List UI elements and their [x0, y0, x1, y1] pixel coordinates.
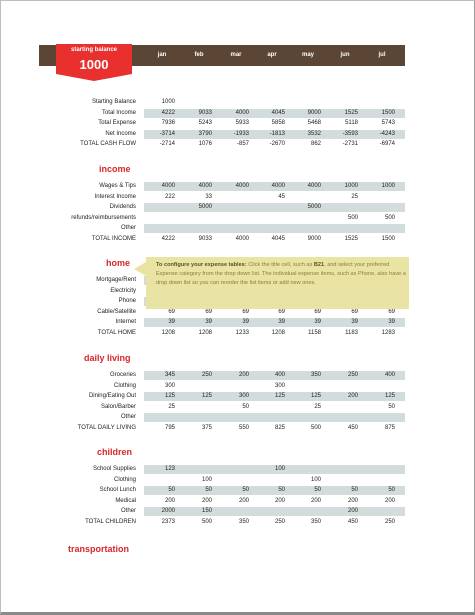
row-label: Medical — [115, 497, 136, 504]
value-cell[interactable]: 3790 — [198, 130, 212, 137]
value-cell[interactable]: 400 — [274, 372, 285, 378]
value-cell[interactable]: 39 — [242, 319, 249, 325]
table-row — [1, 203, 474, 212]
value-cell[interactable]: 1208 — [271, 329, 285, 336]
value-cell[interactable]: 200 — [347, 497, 358, 504]
value-cell[interactable]: 4045 — [271, 109, 285, 116]
row-label: School Supplies — [92, 466, 136, 472]
tooltip-heading: To configure your expense tables: — [156, 262, 247, 268]
value-cell[interactable]: 2000 — [161, 508, 175, 514]
value-cell[interactable]: 125 — [201, 393, 212, 399]
value-cell[interactable]: 50 — [242, 403, 249, 410]
value-cell[interactable]: 300 — [274, 382, 285, 389]
row-label: Other — [120, 508, 136, 514]
row-label: Total Income — [101, 109, 136, 116]
value-cell[interactable]: 350 — [310, 518, 321, 525]
section-title-home[interactable]: home — [106, 258, 131, 268]
value-cell[interactable]: 825 — [274, 424, 285, 431]
value-cell[interactable]: 4000 — [235, 235, 249, 242]
value-cell[interactable]: 125 — [164, 393, 175, 399]
value-cell[interactable]: 4222 — [161, 109, 175, 116]
value-cell[interactable]: -1933 — [233, 130, 249, 137]
table-row — [1, 476, 474, 485]
value-cell[interactable]: 50 — [242, 487, 249, 493]
row-label: Groceries — [109, 372, 136, 378]
value-cell[interactable]: 39 — [168, 319, 175, 325]
value-cell[interactable]: 69 — [351, 308, 358, 315]
value-cell[interactable]: 4000 — [198, 183, 212, 189]
value-cell[interactable]: 25 — [314, 403, 321, 410]
row-label: Mortgage/Rent — [96, 277, 136, 283]
value-cell[interactable]: 200 — [238, 497, 249, 504]
value-cell[interactable]: -2714 — [159, 141, 175, 147]
value-cell[interactable]: -4243 — [379, 130, 395, 137]
table-row — [1, 193, 474, 202]
value-cell[interactable]: 5243 — [198, 120, 212, 126]
value-cell[interactable]: 69 — [205, 308, 212, 315]
row-label: Dividends — [109, 204, 136, 210]
value-cell[interactable]: -3593 — [342, 130, 358, 137]
table-row — [1, 403, 474, 412]
table-row — [1, 371, 474, 380]
table-row — [1, 235, 474, 244]
table-row — [1, 140, 474, 149]
value-cell[interactable]: 500 — [347, 214, 358, 221]
tooltip-body-2: , and select your preferred Expense category from the drop down list. The individual expense items, such as Phone, also have a drop down list so you can reorder the list items or add new ones. — [156, 262, 406, 286]
value-cell[interactable]: 5743 — [381, 120, 395, 126]
value-cell[interactable]: 450 — [347, 518, 358, 525]
value-cell[interactable]: 250 — [384, 518, 395, 525]
value-cell[interactable]: 1208 — [198, 329, 212, 336]
section-title-transportation[interactable]: transportation — [68, 544, 130, 554]
tooltip-cell-ref: B21 — [313, 262, 325, 268]
value-cell[interactable]: 33 — [205, 193, 212, 200]
value-cell[interactable]: 250 — [274, 518, 285, 525]
value-cell[interactable]: 1183 — [345, 329, 358, 336]
table-row — [1, 119, 474, 128]
value-cell[interactable]: 39 — [278, 319, 285, 325]
value-cell[interactable]: -2731 — [342, 141, 358, 147]
value-cell[interactable]: 4000 — [235, 183, 249, 189]
value-cell[interactable]: 862 — [310, 141, 321, 147]
value-cell[interactable]: 1076 — [198, 141, 212, 147]
row-label: TOTAL CHILDREN — [85, 518, 136, 525]
value-cell[interactable]: 4222 — [161, 235, 175, 242]
row-label: Clothing — [113, 382, 136, 389]
month-header-5: jun — [340, 52, 350, 58]
value-cell[interactable]: 125 — [274, 393, 285, 399]
row-label: Salon/Barber — [100, 403, 136, 410]
value-cell[interactable]: 9033 — [198, 235, 212, 242]
value-cell[interactable]: 4000 — [271, 183, 285, 189]
month-header-3: apr — [267, 52, 277, 58]
value-cell[interactable]: 250 — [201, 372, 212, 378]
row-label: Cable/Satellite — [97, 308, 136, 315]
value-cell[interactable]: 200 — [347, 393, 358, 399]
value-cell[interactable]: 100 — [201, 476, 212, 483]
value-cell[interactable]: 200 — [384, 497, 395, 504]
table-row — [1, 507, 474, 516]
starting-balance-value[interactable]: 1000 — [79, 57, 109, 72]
value-cell[interactable]: 5118 — [345, 120, 358, 126]
row-label: Electricity — [110, 287, 136, 294]
row-label: Internet — [115, 319, 136, 325]
table-row — [1, 182, 474, 191]
value-cell[interactable]: 69 — [278, 308, 285, 315]
value-cell[interactable]: 1525 — [344, 109, 358, 116]
row-label: Wages & Tips — [99, 183, 136, 189]
value-cell[interactable]: 9033 — [198, 109, 212, 116]
value-cell[interactable]: 69 — [388, 308, 395, 315]
table-row — [1, 382, 474, 391]
month-header-0: jan — [157, 52, 167, 58]
table-row — [1, 329, 474, 338]
value-cell[interactable]: 300 — [164, 382, 175, 389]
value-cell[interactable]: 1208 — [161, 329, 175, 336]
value-cell[interactable]: 100 — [310, 476, 321, 483]
row-band — [144, 413, 405, 422]
value-cell[interactable]: 200 — [274, 497, 285, 504]
table-row — [1, 497, 474, 506]
value-cell[interactable]: 550 — [238, 424, 249, 431]
value-cell[interactable]: 200 — [238, 372, 249, 378]
value-cell[interactable]: -1813 — [269, 130, 285, 137]
value-cell[interactable]: 5933 — [235, 120, 249, 126]
table-row — [1, 413, 474, 422]
value-cell[interactable]: 222 — [164, 193, 175, 200]
value-cell[interactable]: 50 — [388, 487, 395, 493]
value-cell[interactable]: 9000 — [307, 235, 321, 242]
value-cell[interactable]: 345 — [164, 372, 175, 378]
row-label: Net Income — [105, 130, 136, 137]
value-cell[interactable]: -2670 — [269, 141, 285, 147]
month-header-2: mar — [230, 52, 242, 58]
value-cell[interactable]: -857 — [236, 141, 249, 147]
value-cell[interactable]: 125 — [384, 393, 395, 399]
value-cell[interactable]: -3714 — [159, 130, 175, 137]
row-label: TOTAL HOME — [97, 329, 136, 336]
row-label: TOTAL CASH FLOW — [80, 141, 136, 147]
value-cell[interactable]: 25 — [351, 193, 358, 200]
value-cell[interactable]: 50 — [314, 487, 321, 493]
value-cell[interactable]: 45 — [278, 193, 285, 200]
tooltip-body-1: Click the title cell, such as — [246, 262, 314, 268]
value-cell[interactable]: 39 — [388, 319, 395, 325]
row-label: Total Expense — [98, 120, 136, 126]
row-label: Other — [120, 414, 136, 420]
value-cell[interactable]: 9000 — [307, 109, 321, 116]
value-cell[interactable]: 1000 — [381, 183, 395, 189]
config-tooltip-text — [156, 261, 406, 288]
value-cell[interactable]: 500 — [310, 424, 321, 431]
badge-ribbon-tip — [56, 74, 132, 81]
value-cell[interactable]: 50 — [388, 403, 395, 410]
table-row — [1, 109, 474, 118]
value-cell[interactable]: 400 — [384, 372, 395, 378]
value-cell[interactable]: 50 — [278, 487, 285, 493]
table-row — [1, 130, 474, 139]
value-cell[interactable]: 2373 — [161, 518, 175, 525]
table-row — [1, 392, 474, 401]
row-label: School Lunch — [99, 487, 136, 493]
value-cell[interactable]: 1158 — [308, 329, 321, 336]
value-cell[interactable]: 450 — [347, 424, 358, 431]
row-label: TOTAL INCOME — [91, 235, 136, 242]
table-row — [1, 465, 474, 474]
value-cell[interactable]: 200 — [347, 508, 358, 514]
value-cell[interactable]: 1500 — [381, 235, 395, 242]
value-cell[interactable]: 1283 — [381, 329, 395, 336]
value-cell[interactable]: -6974 — [379, 141, 395, 147]
value-cell[interactable]: 4045 — [271, 235, 285, 242]
starting-balance-label: starting balance — [70, 47, 117, 53]
value-cell[interactable]: 123 — [164, 466, 175, 472]
value-cell[interactable]: 39 — [351, 319, 358, 325]
value-cell[interactable]: 4000 — [307, 183, 321, 189]
value-cell[interactable]: 5858 — [271, 120, 285, 126]
row-band — [144, 224, 405, 233]
table-row — [1, 214, 474, 223]
value-cell[interactable]: 375 — [201, 424, 212, 431]
value-cell[interactable]: 69 — [314, 308, 321, 315]
value-cell[interactable]: 150 — [201, 508, 212, 514]
value-cell[interactable]: 5000 — [307, 204, 321, 210]
value-cell[interactable]: 1000 — [344, 183, 358, 189]
value-cell[interactable]: 69 — [242, 308, 249, 315]
value-cell[interactable]: 100 — [274, 466, 285, 472]
value-cell[interactable]: 125 — [310, 393, 321, 399]
row-label: Dining/Eating Out — [88, 393, 136, 399]
row-label: refunds/reimbursements — [71, 214, 136, 221]
section-title-children[interactable]: children — [97, 447, 133, 457]
section-title-daily[interactable]: daily living — [84, 353, 131, 363]
month-header-1: feb — [194, 52, 204, 58]
table-row — [1, 318, 474, 327]
month-header-6: jul — [378, 52, 386, 58]
value-cell[interactable]: 350 — [238, 518, 249, 525]
value-cell[interactable]: 50 — [205, 487, 212, 493]
value-cell[interactable]: 500 — [201, 518, 212, 525]
value-cell[interactable]: 1233 — [235, 329, 249, 336]
month-header-4: may — [301, 52, 314, 58]
row-label: Clothing — [113, 476, 136, 483]
row-label: TOTAL DAILY LIVING — [77, 424, 136, 431]
value-cell[interactable]: 7936 — [161, 120, 175, 126]
value-cell[interactable]: 1500 — [381, 109, 395, 116]
value-cell[interactable]: 39 — [205, 319, 212, 325]
table-row — [1, 424, 474, 433]
value-cell[interactable]: 1000 — [161, 99, 175, 105]
value-cell[interactable]: 200 — [201, 497, 212, 504]
value-cell[interactable]: 350 — [310, 372, 321, 378]
value-cell[interactable]: 200 — [310, 497, 321, 504]
value-cell[interactable]: 4000 — [161, 183, 175, 189]
value-cell[interactable]: 200 — [164, 497, 175, 504]
row-label: Starting Balance — [91, 99, 136, 105]
value-cell[interactable]: 300 — [238, 393, 249, 399]
value-cell[interactable]: 3532 — [307, 130, 321, 137]
row-label: Phone — [118, 298, 136, 304]
value-cell[interactable]: 39 — [314, 319, 321, 325]
value-cell[interactable]: 5000 — [198, 204, 212, 210]
value-cell[interactable]: 795 — [164, 424, 175, 431]
value-cell[interactable]: 25 — [168, 403, 175, 410]
value-cell[interactable]: 50 — [351, 487, 358, 493]
value-cell[interactable]: 875 — [384, 424, 395, 431]
table-row — [1, 518, 474, 527]
section-title-income[interactable]: income — [99, 164, 131, 174]
row-label: Interest Income — [94, 193, 136, 200]
value-cell[interactable]: 500 — [384, 214, 395, 221]
row-label: Other — [120, 225, 136, 231]
value-cell[interactable]: 4000 — [235, 109, 249, 116]
value-cell[interactable]: 5468 — [307, 120, 321, 126]
value-cell[interactable]: 1525 — [344, 235, 358, 242]
value-cell[interactable]: 50 — [168, 487, 175, 493]
value-cell[interactable]: 250 — [347, 372, 358, 378]
table-row — [1, 486, 474, 495]
table-row — [1, 224, 474, 233]
value-cell[interactable]: 69 — [168, 308, 175, 315]
tooltip-pointer — [134, 262, 146, 276]
table-row — [1, 98, 474, 107]
